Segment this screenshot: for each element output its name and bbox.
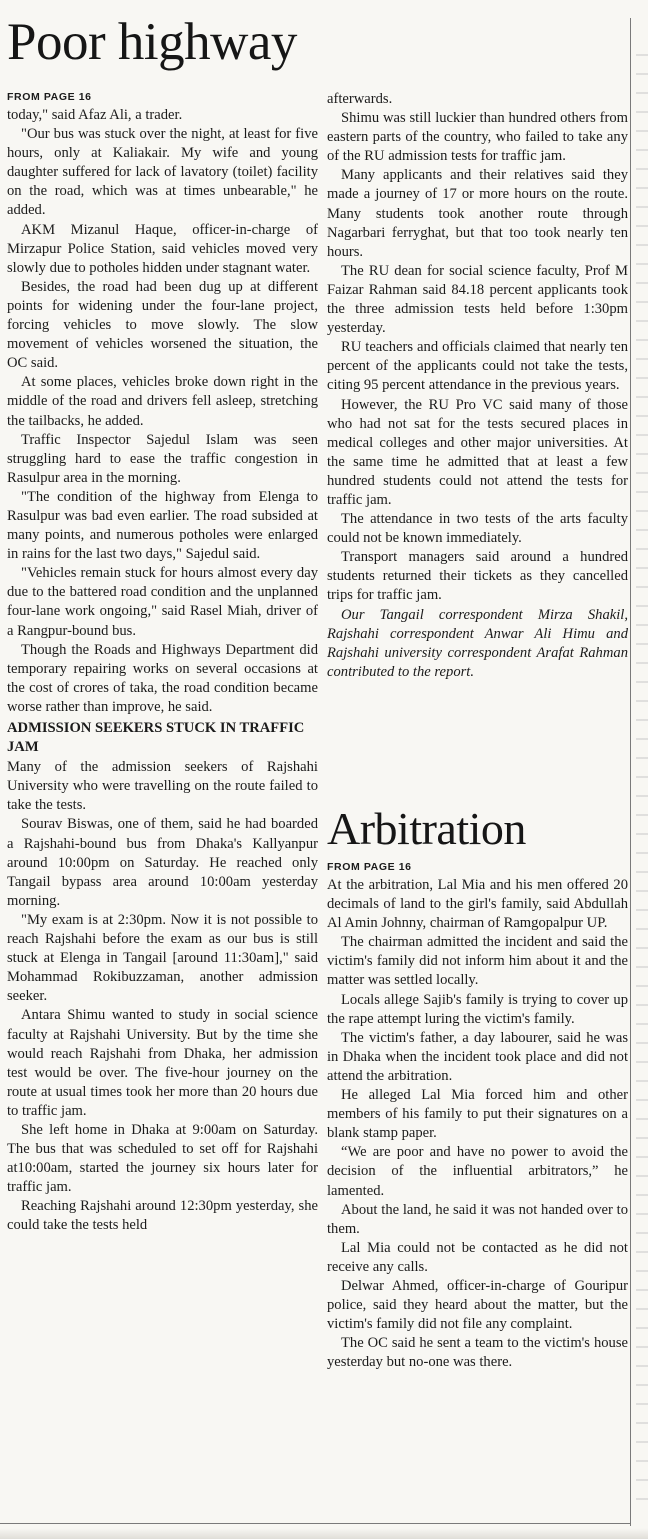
- paragraph: "My exam is at 2:30pm. Now it is not possible to reach Rajshahi before the exam as our bus is still stuck at Elenga in Tangail [around 11:30am]," said Mohammad Rokibuzzaman, another admission seeker.: [7, 911, 318, 1005]
- paragraph: Shimu was still luckier than hundred others from eastern parts of the country, who failed to take any of the RU admission tests for traffic jam.: [327, 110, 628, 165]
- byline: Our Tangail correspondent Mirza Shakil, Rajshahi correspondent Anwar Ali Himu and Rajshahi university correspondent Arafat Rahman contributed to the report.: [327, 606, 628, 680]
- paragraph: He alleged Lal Mia forced him and other members of his family to put their signatures on a blank stamp paper.: [327, 1087, 628, 1142]
- paragraph: At the arbitration, Lal Mia and his men offered 20 decimals of land to the girl's family, said Abdullah Al Amin Johnny, chairman of Ramgopalpur UP.: [327, 877, 628, 932]
- column-rule: [630, 18, 631, 1526]
- paragraph: The RU dean for social science faculty, Prof M Faizar Rahman said 84.18 percent applicants took the three admission tests held before 1:30pm yesterday.: [327, 262, 628, 337]
- story1-column-1: [7, 90, 318, 1236]
- headline-arbitration: Arbitration: [327, 803, 526, 854]
- paragraph: Lal Mia could not be contacted as he did not receive any calls.: [327, 1239, 628, 1275]
- bottom-rule: [0, 1523, 630, 1524]
- story2-column: [327, 860, 628, 1372]
- paragraph: Besides, the road had been dug up at different points for widening under the four-lane project, forcing vehicles to move slowly. The slow movement of vehicles worsened the situation, the OC said.: [7, 278, 318, 372]
- paragraph: "The condition of the highway from Elenga to Rasulpur was bad even earlier. The road subsided at many points, and numerous potholes were enlarged in rains for the last two days," Sajedul said.: [7, 488, 318, 563]
- headline-poor-highway: Poor highway: [7, 13, 297, 71]
- paragraph: Reaching Rajshahi around 12:30pm yesterday, she could take the tests held: [7, 1198, 318, 1234]
- story2-kicker: FROM PAGE 16: [327, 861, 412, 873]
- paragraph: Many applicants and their relatives said they made a journey of 17 or more hours on the route. Many students took another route through Nagarbari ferryghat, but that too took nearly ten hours.: [327, 167, 628, 260]
- paragraph: Traffic Inspector Sajedul Islam was seen struggling hard to ease the traffic congestion in Rasulpur area in the morning.: [7, 431, 318, 486]
- paragraph: The chairman admitted the incident and said the victim's family did not inform him about it and the matter was settled locally.: [327, 934, 628, 989]
- paragraph: Though the Roads and Highways Department did temporary repairing works on several occasions at the cost of crores of taka, the road condition became worse rather than improve, he said.: [7, 641, 318, 715]
- paragraph: The OC said he sent a team to the victim's house yesterday but no-one was there.: [327, 1335, 628, 1371]
- story1-column-2: [327, 90, 628, 682]
- paragraph: afterwards.: [327, 91, 393, 107]
- story1-kicker: FROM PAGE 16: [7, 91, 92, 103]
- paragraph: About the land, he said it was not handed over to them.: [327, 1201, 628, 1237]
- paragraph: Locals allege Sajib's family is trying to cover up the rape attempt luring the victim's family.: [327, 991, 628, 1027]
- paragraph: RU teachers and officials claimed that nearly ten percent of the applicants could not take the tests, citing 95 percent attendance in the previous years.: [327, 339, 628, 394]
- paragraph: Many of the admission seekers of Rajshahi University who were travelling on the route failed to take the tests.: [7, 759, 318, 814]
- paragraph: “We are poor and have no power to avoid the decision of the influential arbitrators,” he lamented.: [327, 1144, 628, 1199]
- paragraph: The attendance in two tests of the arts faculty could not be known immediately.: [327, 511, 628, 547]
- paragraph: The victim's father, a day labourer, said he was in Dhaka when the incident took place and did not attend the arbitration.: [327, 1029, 628, 1084]
- paragraph: Antara Shimu wanted to study in social science faculty at Rajshahi University. But by the time she would reach Rajshahi from Dhaka, her admission test would be over. The five-hour journey on the route at usual times took her more than 20 hours due to traffic jam.: [7, 1007, 318, 1119]
- adjacent-page-edge: [636, 40, 648, 1510]
- paragraph: She left home in Dhaka at 9:00am on Saturday. The bus that was scheduled to set off for Rajshahi at10:00am, started the journey six hours later for traffic jam.: [7, 1121, 318, 1196]
- paragraph: Transport managers said around a hundred students returned their tickets as they cancelled trips for traffic jam.: [327, 549, 628, 604]
- paragraph: "Vehicles remain stuck for hours almost every day due to the battered road condition and the unplanned four-lane work ongoing," said Rasel Miah, driver of a Rangpur-bound bus.: [7, 565, 318, 639]
- paragraph: Delwar Ahmed, officer-in-charge of Gouripur police, said they heard about the matter, but the victim's family did not file any complaint.: [327, 1277, 628, 1333]
- subhead-admission-seekers: ADMISSION SEEKERS STUCK IN TRAFFIC JAM: [7, 720, 305, 755]
- paragraph: Sourav Biswas, one of them, said he had boarded a Rajshahi-bound bus from Dhaka's Kallyanpur around 10:00pm on Saturday. He reached only Tangail bypass area around 10:00am yesterday morning.: [7, 816, 318, 909]
- paragraph: However, the RU Pro VC said many of those who had not sat for the tests secured places in medical colleges and other major universities. At the same time he admitted that at least a few hundred students could not attend the tests for traffic jam.: [327, 396, 628, 508]
- paragraph: "Our bus was stuck over the night, at least for five hours, only at Kaliakair. My wife and young daughter suffered for lack of lavatory (toilet) facility on the road, which was at times unbearable," he added.: [7, 126, 318, 219]
- paragraph: today," said Afaz Ali, a trader.: [7, 107, 183, 123]
- paragraph: At some places, vehicles broke down right in the middle of the road and drivers fell asleep, stretching the tailbacks, he added.: [7, 374, 318, 429]
- paragraph: AKM Mizanul Haque, officer-in-charge of Mirzapur Police Station, said vehicles moved very slowly due to potholes hidden under stagnant water.: [7, 221, 318, 276]
- bottom-cut-edge: [0, 1528, 648, 1539]
